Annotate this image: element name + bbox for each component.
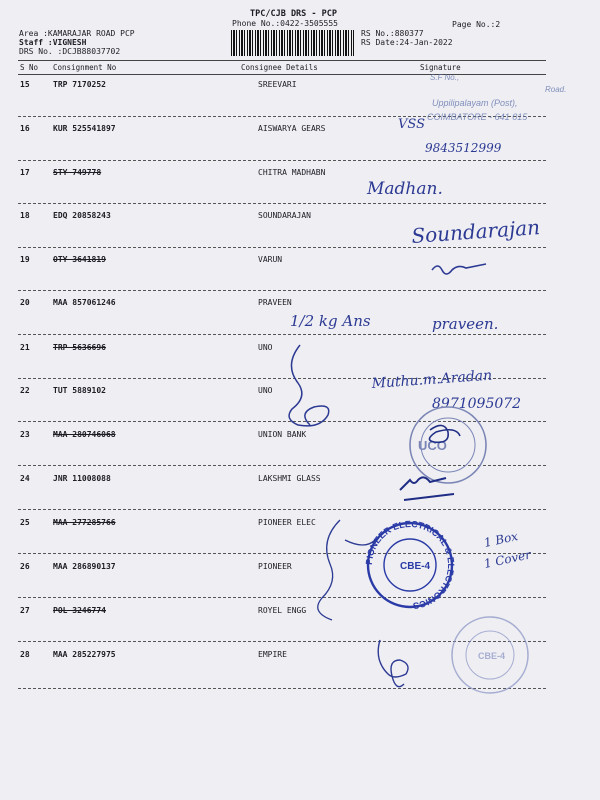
row-consignee: SOUNDARAJAN xyxy=(258,211,311,220)
row-sno: 23 xyxy=(20,430,30,439)
area-label: Area :KAMARAJAR ROAD PCP xyxy=(19,29,135,38)
row-divider xyxy=(18,116,546,117)
row-consignee: LAKSHMI GLASS xyxy=(258,474,321,483)
table-row xyxy=(0,518,600,528)
stamp-text: Uppilipalayam (Post), xyxy=(432,98,518,108)
row-consignee: VARUN xyxy=(258,255,283,264)
row-divider xyxy=(18,597,546,598)
signature-empire xyxy=(378,640,408,687)
table-row xyxy=(0,124,600,134)
table-row xyxy=(0,168,600,178)
stamp-text: Road. xyxy=(545,85,567,94)
handwritten-receiver-name: Muthu.m.Aradan xyxy=(371,367,493,392)
initials-signature: VSS xyxy=(398,117,425,132)
row-sno: 16 xyxy=(20,124,30,133)
row-sno: 21 xyxy=(20,343,30,352)
row-sno: 25 xyxy=(20,518,30,527)
row-divider xyxy=(18,465,546,466)
row-divider xyxy=(18,203,546,204)
stamp-text: S.F No., xyxy=(430,73,460,82)
signature-praveen: praveen. xyxy=(432,315,499,333)
row-sno: 24 xyxy=(20,474,30,483)
row-consignee: UNION BANK xyxy=(258,430,307,439)
phone-number: Phone No.:0422-3505555 xyxy=(232,19,338,28)
row-consignee: ROYEL ENGG xyxy=(258,606,307,615)
table-row xyxy=(0,606,600,616)
row-consignee: PRAVEEN xyxy=(258,298,292,307)
row-consignee: EMPIRE xyxy=(258,650,287,659)
col-sno-heading: S No xyxy=(20,63,39,72)
row-sno: 18 xyxy=(20,211,30,220)
table-row xyxy=(0,562,600,572)
row-consignee: PIONEER ELEC xyxy=(258,518,316,527)
table-row xyxy=(0,211,600,221)
handwritten-box-note: 1 Box xyxy=(482,529,520,550)
row-divider xyxy=(18,334,546,335)
row-consignment: MAA 286890137 xyxy=(53,562,116,571)
row-consignment: EDQ 20858243 xyxy=(53,211,111,220)
row-divider xyxy=(18,688,546,689)
staff-label: Staff :VIGNESH xyxy=(19,38,87,47)
row-consignee: PIONEER xyxy=(258,562,292,571)
col-consignee-heading: Consignee Details xyxy=(241,63,318,72)
rs-number: RS No.:880377 xyxy=(361,29,424,38)
row-consignment: TRP 7170252 xyxy=(53,80,106,89)
row-divider xyxy=(18,553,546,554)
signature-varun xyxy=(432,264,486,274)
table-row xyxy=(0,650,600,660)
row-sno: 20 xyxy=(20,298,30,307)
row-sno: 28 xyxy=(20,650,30,659)
table-row xyxy=(0,474,600,484)
row-consignee: CHITRA MADHABN xyxy=(258,168,326,177)
bank-stamp xyxy=(410,407,486,483)
document-title: TPC/CJB DRS - PCP xyxy=(250,9,337,19)
table-row xyxy=(0,343,600,353)
pioneer-stamp-ring-text: PIONEER ELECTRICAL & ELECTRONICS xyxy=(363,518,457,611)
row-consignment: TUT 5889102 xyxy=(53,386,106,395)
row-consignee: UNO xyxy=(258,386,273,395)
rs-date: RS Date:24-Jan-2022 xyxy=(361,38,453,47)
handwritten-phone: 9843512999 xyxy=(425,141,502,155)
col-consignment-heading: Consignment No xyxy=(53,63,117,72)
table-row xyxy=(0,80,600,90)
row-sno: 17 xyxy=(20,168,30,177)
row-consignment: JNR 11008088 xyxy=(53,474,111,483)
row-consignment: TRP 5636696 xyxy=(53,343,106,352)
signature-madhan: Madhan. xyxy=(367,179,443,199)
handwritten-cover-note: 1 Cover xyxy=(482,547,533,571)
row-consignment: MAA 277285766 xyxy=(53,518,116,527)
row-sno: 26 xyxy=(20,562,30,571)
row-consignment: POL 3246774 xyxy=(53,606,106,615)
row-divider xyxy=(18,641,546,642)
row-consignment: KUR 525541897 xyxy=(53,124,116,133)
row-consignment: STY 749778 xyxy=(53,168,102,177)
row-consignment: MAA 857061246 xyxy=(53,298,116,307)
row-sno: 19 xyxy=(20,255,30,264)
row-sno: 27 xyxy=(20,606,30,615)
row-consignee: AISWARYA GEARS xyxy=(258,124,326,133)
row-consignment: OTY 3641819 xyxy=(53,255,106,264)
header-rule-bottom xyxy=(18,74,546,75)
row-divider xyxy=(18,378,546,379)
col-signature-heading: Signature xyxy=(420,63,461,72)
row-divider xyxy=(18,290,546,291)
signature-soundarajan: Soundarajan xyxy=(410,215,541,248)
drs-number: DRS No. :DCJB88037702 xyxy=(19,47,121,56)
pioneer-stamp-center: CBE-4 xyxy=(400,561,431,572)
handwritten-receiver-phone: 8971095072 xyxy=(432,396,522,412)
table-row xyxy=(0,298,600,308)
table-row xyxy=(0,386,600,396)
row-consignment: MAA 285227975 xyxy=(53,650,116,659)
table-row xyxy=(0,430,600,440)
row-divider xyxy=(18,247,546,248)
barcode xyxy=(231,30,354,56)
page-number: Page No.:2 xyxy=(452,20,501,29)
row-sno: 22 xyxy=(20,386,30,395)
bank-stamp-text: UCO xyxy=(418,438,447,453)
empire-stamp-center: CBE-4 xyxy=(478,651,506,661)
row-consignee: UNO xyxy=(258,343,273,352)
stamp-text: COIMBATORE - 641 015 xyxy=(427,112,528,122)
row-divider xyxy=(18,160,546,161)
header-rule-top xyxy=(18,60,546,61)
row-consignment: MAA 280746068 xyxy=(53,430,116,439)
row-divider xyxy=(18,509,546,510)
table-row xyxy=(0,255,600,265)
row-sno: 15 xyxy=(20,80,30,89)
row-consignee: SREEVARI xyxy=(258,80,297,89)
handwritten-note-quantity: 1/2 kg Ans xyxy=(290,312,371,330)
row-divider xyxy=(18,421,546,422)
